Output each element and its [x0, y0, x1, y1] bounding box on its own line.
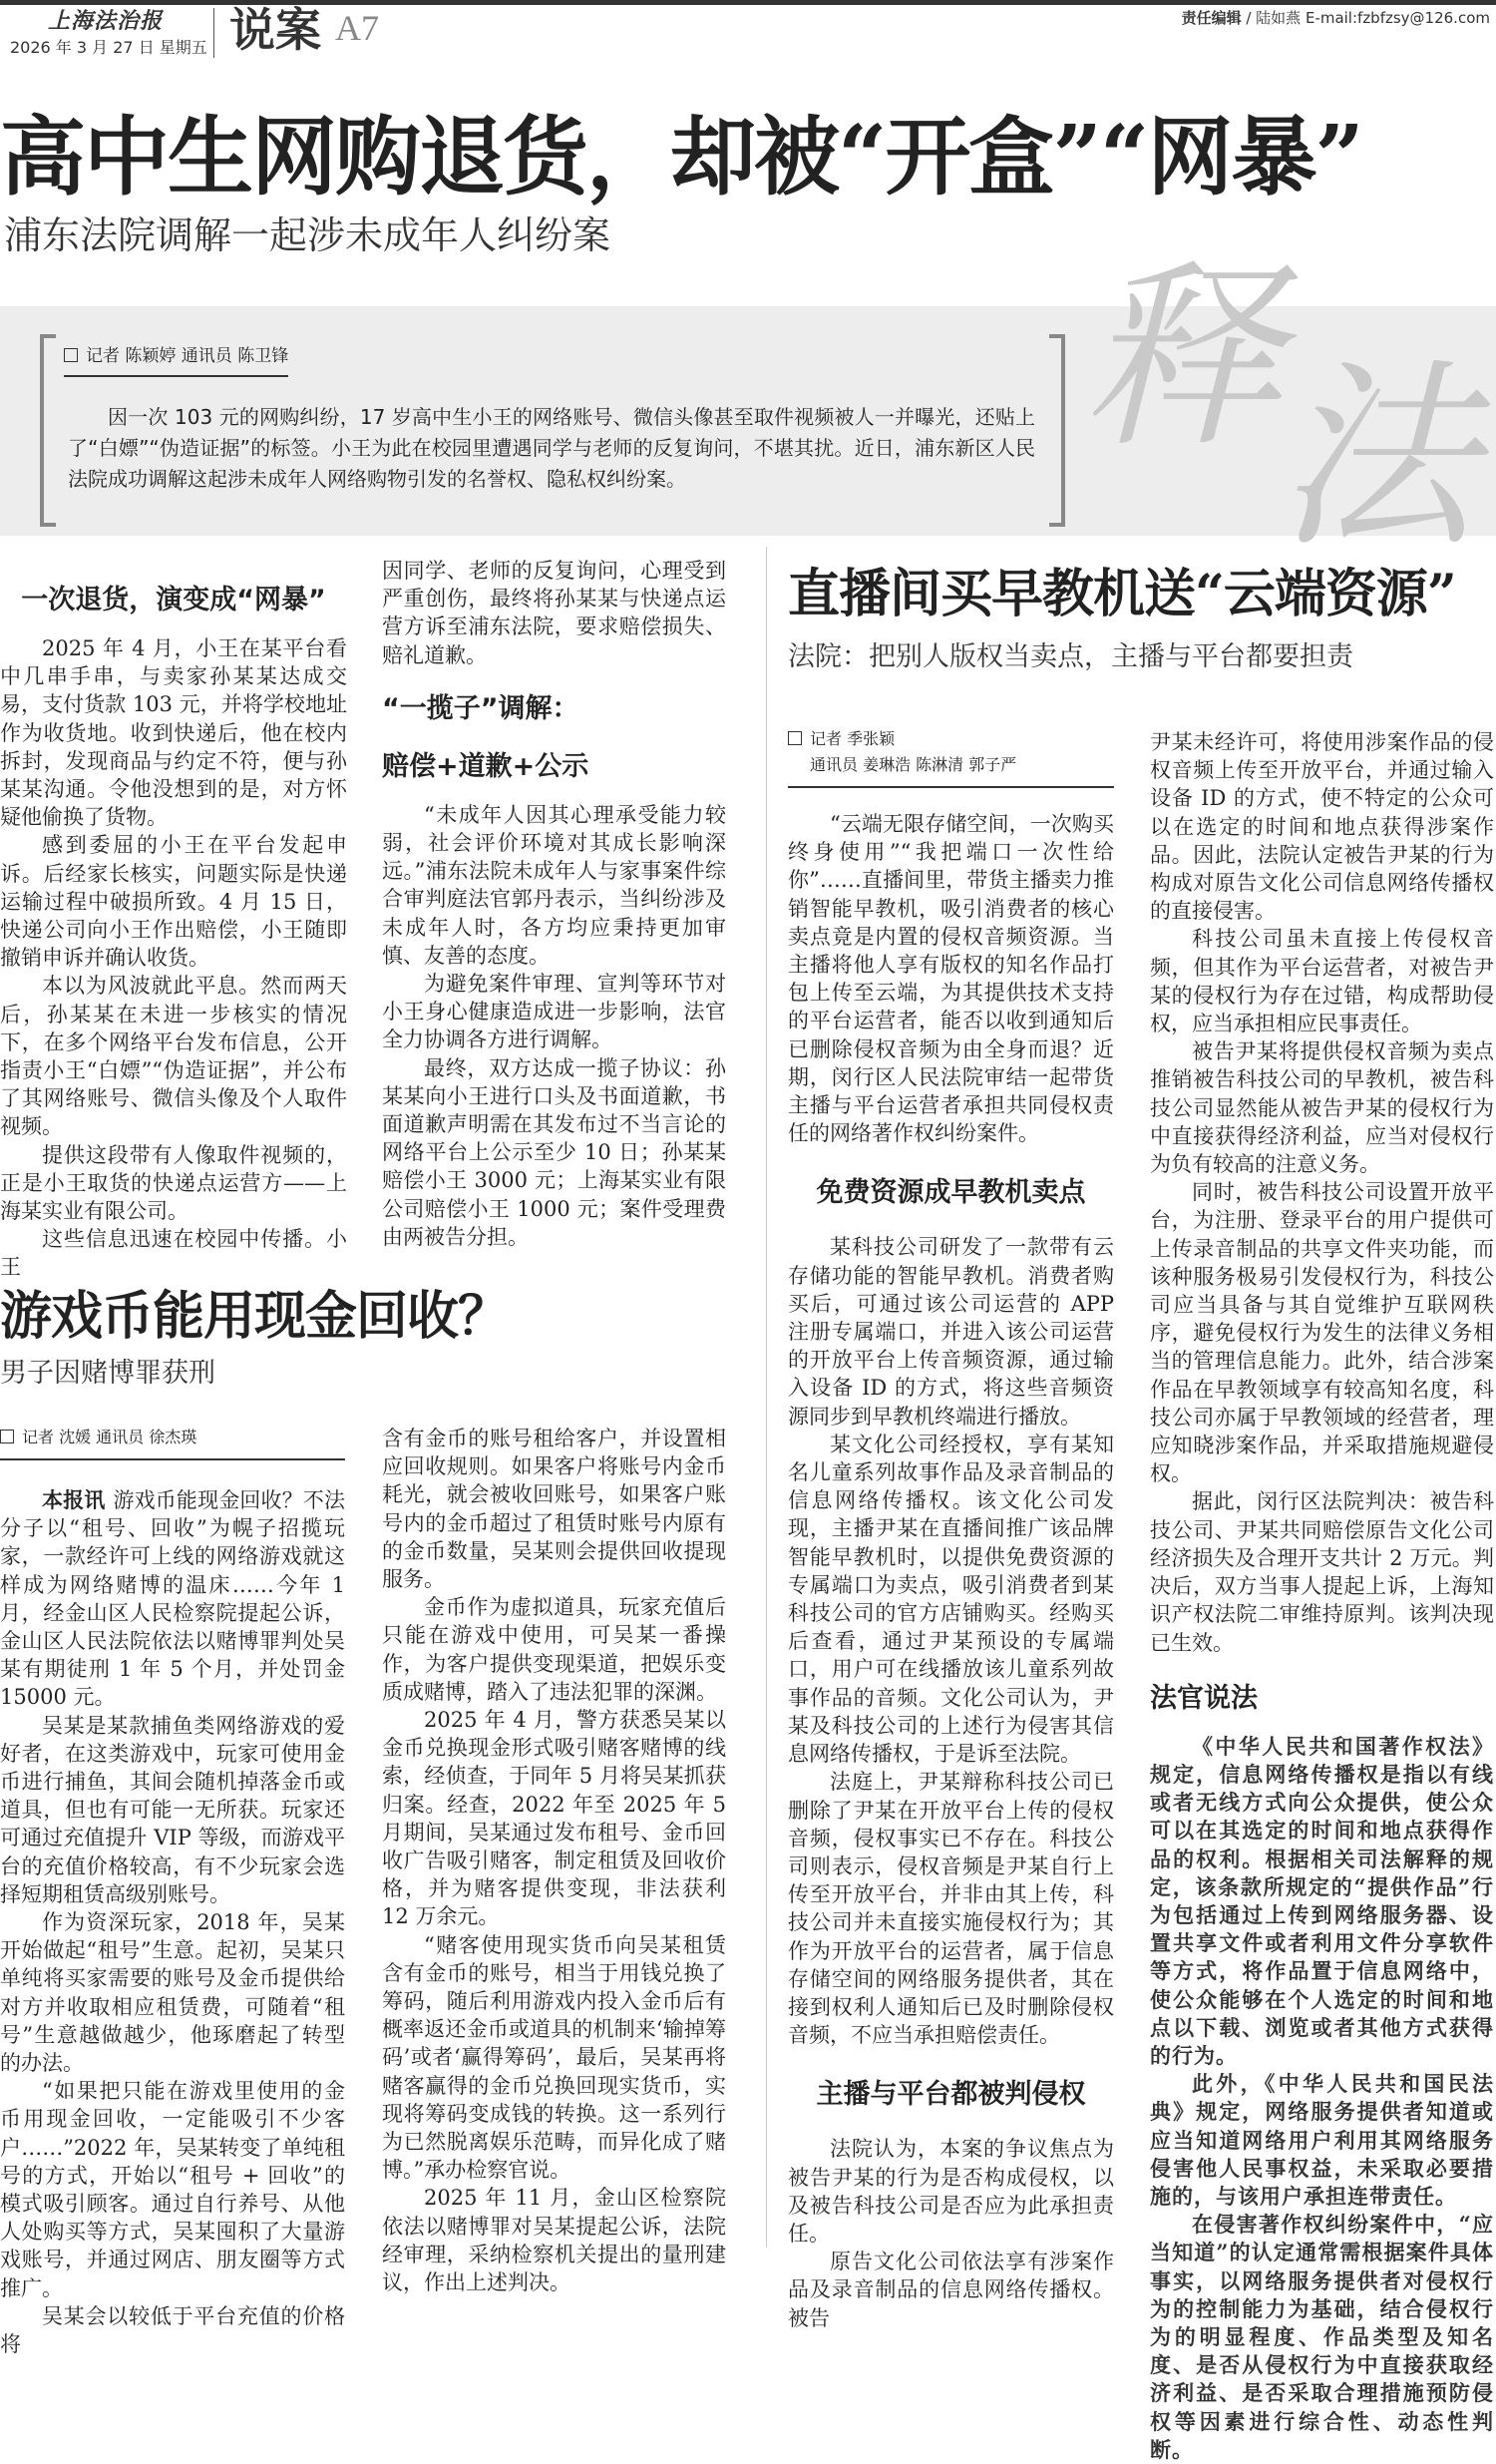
paragraph: 《中华人民共和国著作权法》规定，信息网络传播权是指以有线或者无线方式向公众提供，使公众可以在其选定的时间和地点获得作品的权利。根据相关司法解释的规定，该条款所规定的“提供作品”行为包括通过上传到网络服务器、设置共享文件或者利用文件分享软件等方式，将作品置于信息网络中，使公众能够在个人选定的时间和地点以下载、浏览或者其他方式获得的行为。 [1150, 1733, 1494, 2068]
editor-label: 责任编辑 [1181, 9, 1242, 27]
section-heading: 免费资源成早教机卖点 [816, 1177, 1086, 1209]
watermark-char: 法 [1277, 342, 1477, 575]
paragraph: 科技公司虽未直接上传侵权音频，但其作为平台运营者，对被告尹某的侵权行为存在过错，构成帮助侵权，应当承担相应民事责任。 [1150, 927, 1494, 1036]
paragraph: 法庭上，尹某辩称科技公司已删除了尹某在开放平台上传的侵权音频，侵权事实已不存在。科技公司则表示，侵权音频是尹某自行上传至开放平台，并非由其上传，科技公司并未直接实施侵权行为；其作为开放平台的运营者，属于信息存储空间的网络服务提供者，其在接到权利人通知后已及时删除侵权音频，不应当承担赔偿责任。 [788, 1770, 1114, 2048]
bottom-subheadline: 男子因赌博罪获刑 [0, 1358, 215, 1389]
section-heading: 一次退货，演变成“网暴” [21, 585, 326, 616]
editor-credit [1182, 8, 1490, 28]
paragraph: 为避免案件审理、宣判等环节对小王身心健康造成进一步影响，法官全力协调各方进行调解。 [382, 972, 726, 1052]
paragraph: 吴某是某款捕鱼类网络游戏的爱好者，在这类游戏中，玩家可使用金币进行捕鱼，其间会随机掉落金币或道具，但也有可能一无所获。玩家还可通过充值提升 VIP 等级，而游戏平台的充值价格较高，有不少玩家会选择短期租赁高级别账号。 [0, 1713, 345, 1906]
paragraph: 含有金币的账号租给客户，并设置相应回收规则。如果客户将账号内金币耗光，就会被收回账号，如果客户账号内的金币超过了租赁时账号内原有的金币数量，吴某则会提供回收提现服务。 [382, 1427, 726, 1592]
byline-correspondents: 通讯员 姜琳浩 陈淋清 郭子严 [810, 755, 1017, 774]
bottom-byline [0, 1425, 345, 1460]
header-divider [213, 8, 214, 58]
left-bracket [40, 334, 56, 527]
bottom-column-2 [382, 1425, 726, 2296]
section-name: 说案 [229, 3, 321, 57]
lead-headline: 高中生网购退货，却被“开盒”“网暴” [0, 107, 1362, 207]
byline-text: 记者 陈颖婷 通讯员 陈卫锋 [86, 346, 289, 366]
paragraph: “如果把只能在游戏里使用的金币用现金回收，一定能吸引不少客户……”2022 年，吴某转变了单纯租号的方式，开始以“租号 + 回收”的模式吸引顾客。通过自行养号、从他人处购买等方式，吴某囤积了大量游戏账号，并通过网店、朋友圈等方式推广。 [0, 2079, 345, 2300]
paragraph: 在侵害著作权纠纷案件中，“应当知道”的认定通常需根据案件具体事实，以网络服务提供者对侵权行为的控制能力为基础，结合侵权行为的明显程度、作品类型及知名度、是否从侵权行为中直接获取经济利益、是否采取合理措施预防侵权等因素进行综合性、动态性判断。 [1150, 2212, 1494, 2462]
page-number: A7 [335, 8, 379, 48]
right-subheadline: 法院：把别人版权当卖点，主播与平台都要担责 [788, 641, 1353, 672]
paragraph: 被告尹某将提供侵权音频为卖点推销被告科技公司的早教机，被告科技公司显然能从被告尹某的侵权行为中直接获得经济利益，应当对侵权行为负有较高的注意义务。 [1150, 1039, 1494, 1177]
watermark-char: 释 [1082, 242, 1283, 475]
byline-block [788, 726, 1114, 788]
lead-subheadline: 浦东法院调解一起涉未成年人纠纷案 [4, 213, 611, 257]
paragraph-text: 游戏币能现金回收？不法分子以“租号、回收”为幌子招揽玩家，一款经许可上线的网络游戏就这样成为网络赌博的温床……今年 1 月，经金山区人民检察院提起公诉，金山区人民法院依法以赌博罪判处吴某有期徒刑 1 年 5 个月，并处罚金 15000 元。 [0, 1488, 346, 1710]
right-column-2 [1150, 728, 1494, 2464]
right-column-1 [788, 810, 1114, 2332]
paragraph: 某文化公司经授权，享有某知名儿童系列故事作品及录音制品的信息网络传播权。该文化公司发现，主播尹某在直播间推广该品牌智能早教机时，以提供免费资源的专属端口为卖点，吸引消费者到某科技公司的官方店铺购买。经购买后查看，通过尹某预设的专属端口，用户可在线播放该儿童系列故事作品的音频。文化公司认为，尹某及科技公司的上述行为侵害其信息网络传播权，于是诉至法院。 [788, 1432, 1114, 1767]
paragraph: 这些信息迅速在校园中传播。小王 [0, 1227, 347, 1280]
lead-column-1 [0, 583, 347, 1282]
bottom-column-1 [0, 1486, 345, 2358]
top-rule [0, 0, 1496, 5]
issue-date: 2026 年 3 月 27 日 星期五 [10, 38, 207, 57]
paragraph: 金币作为虚拟道具，玩家充值后只能在游戏中使用，可吴某一番操作，为客户提供变现渠道，把娱乐变质成赌博，踏入了违法犯罪的深渊。 [382, 1595, 726, 1704]
byline-text: 记者 沈媛 通讯员 徐杰瑛 [22, 1428, 197, 1446]
byline-box-icon [64, 348, 78, 362]
dateline: 本报讯 [42, 1488, 106, 1512]
column-divider [766, 547, 767, 2248]
paragraph: 2025 年 4 月，警方获悉吴某以金币兑换现金形式吸引赌客赌博的线索，经侦查，于同年 5 月将吴某抓获归案。经查，2022 年至 2025 年 5 月期间，吴某通过发布租号、金币回收广告吸引赌客，制定租赁及回收价格，并为赌客提供变现，非法获利 12 万余元。 [382, 1708, 726, 1929]
byline-box-icon [788, 731, 802, 745]
byline-box-icon [0, 1430, 14, 1443]
paragraph: 原告文化公司依法享有涉案作品及录音制品的信息网络传播权。被告 [788, 2250, 1114, 2330]
byline-reporter: 记者 季张颖 [810, 729, 896, 748]
section-heading: “一揽子”调解： [382, 692, 579, 724]
paragraph: 感到委屈的小王在平台发起申诉。后经家长核实，问题实际是快递运输过程中破损所致。4 月 15 日，快递公司向小王作出赔偿，小王随即撤销申诉并确认收货。 [0, 833, 347, 971]
paragraph: 因同学、老师的反复询问，心理受到严重创伤，最终将孙某某与快递点运营方诉至浦东法院，要求赔偿损失、赔礼道歉。 [382, 559, 726, 667]
watermark-calligraphy [1072, 242, 1496, 575]
right-bracket [1049, 334, 1065, 527]
paragraph: 最终，双方达成一揽子协议：孙某某向小王进行口头及书面道歉，书面道歉声明需在其发布过不当言论的网络平台上公示至少 10 日；孙某某赔偿小王 3000 元；上海某实业有限公司赔偿小王 1000 元；案件受理费由两被告分担。 [382, 1055, 726, 1249]
paragraph: 本以为风波就此平息。然而两天后，孙某某在未进一步核实的情况下，在多个网络平台发布信息，公开指责小王“白嫖”“伪造证据”，并公布了其网络账号、微信头像及个人取件视频。 [0, 974, 347, 1139]
paragraph: 2025 年 11 月，金山区检察院依法以赌博罪对吴某提起公诉，法院经审理，采纳检察机关提出的量刑建议，作出上述判决。 [382, 2186, 726, 2295]
paragraph: 此外，《中华人民共和国民法典》规定，网络服务提供者知道或应当知道网络用户利用其网络服务侵害他人民事权益，未采取必要措施的，与该用户承担连带责任。 [1150, 2071, 1494, 2209]
paragraph: 2025 年 4 月，小王在某平台看中几串手串，与卖家孙某某达成交易，支付货款 103 元，并将学校地址作为收货地。收到快递后，他在校内拆封，发现商品与约定不符，便与孙某某沟通。令他没想到的是，对方怀疑他偷换了货物。 [0, 636, 347, 830]
paragraph: 某科技公司研发了一款带有云存储功能的智能早教机。消费者购买后，可通过该公司运营的 APP 注册专属端口，并进入该公司运营的开放平台上传音频资源，通过输入设备 ID 的方式，将这些音频资源同步到早教机终端进行播放。 [788, 1235, 1114, 1429]
lead-byline [64, 345, 288, 377]
paragraph [0, 1486, 345, 1712]
paragraph: 法院认为，本案的争议焦点为被告尹某的行为是否构成侵权，以及被告科技公司是否应为此承担责任。 [788, 2137, 1114, 2246]
paragraph: 提供这段带有人像取件视频的，正是小王取货的快递点运营方——上海某实业有限公司。 [0, 1142, 347, 1224]
editor-contact: / 陆如燕 E-mail:fzbfzsy@126.com [1246, 9, 1490, 27]
section-heading: 主播与平台都被判侵权 [816, 2079, 1086, 2111]
section-heading: 法官说法 [1150, 1682, 1258, 1714]
paragraph: “赌客使用现实货币向吴某租赁含有金币的账号，相当于用钱兑换了筹码，随后利用游戏内投入金币后有概率返还金币或道具的机制来‘输掉筹码’或者‘赢得筹码’，最后，吴某再将赌客赢得的金币兑换回现实货币，实现将筹码变成钱的转换。这一系列行为已然脱离娱乐范畴，而异化成了赌博。”承办检察官说。 [382, 1932, 726, 2183]
lead-column-2 [382, 557, 726, 1251]
bottom-headline: 游戏币能用现金回收？ [0, 1286, 510, 1347]
right-byline [788, 726, 1114, 788]
newspaper-logo: 上海法治报 [48, 8, 164, 34]
lead-intro: 因一次 103 元的网购纠纷，17 岁高中生小王的网络账号、微信头像甚至取件视频被人一并曝光，还贴上了“白嫖”“伪造证据”的标签。小王为此在校园里遭遇同学与老师的反复询问，不堪其扰。近日，浦东新区人民法院成功调解这起涉未成年人网络购物引发的名誉权、隐私权纠纷案。 [68, 405, 1035, 491]
paragraph: 据此，闵行区法院判决：被告科技公司、尹某共同赔偿原告文化公司经济损失及合理开支共计 2 万元。判决后，双方当事人提起上诉，上海知识产权法院二审维持原判。该判决现已生效。 [1150, 1489, 1494, 1655]
paragraph: 同时，被告科技公司设置开放平台，为注册、登录平台的用户提供可上传录音制品的共享文件夹功能，而该种服务极易引发侵权行为，科技公司应当具备与其自觉维护互联网秩序，避免侵权行为发生的法律义务相当的管理信息能力。此外，结合涉案作品在早教领域享有较高知名度，科技公司亦属于早教领域的经营者，理应知晓涉案作品，并采取措施规避侵权。 [1150, 1180, 1494, 1486]
paragraph: 吴某会以较低于平台充值的价格将 [0, 2303, 345, 2357]
paragraph: 尹某未经许可，将使用涉案作品的侵权音频上传至开放平台，并通过输入设备 ID 的方式，使不特定的公众可以在选定的时间和地点获得涉案作品。因此，法院认定被告尹某的行为构成对原告文化公司信息网络传播权的直接侵害。 [1150, 730, 1494, 924]
right-headline: 直播间买早教机送“云端资源” [788, 564, 1456, 624]
section-heading: 赔偿+道歉+公示 [382, 750, 589, 782]
paragraph: 作为资深玩家，2018 年，吴某开始做起“租号”生意。起初，吴某只单纯将买家需要的账号及金币提供给对方并收取相应租赁费，可随着“租号”生意越做越少，他琢磨起了转型的办法。 [0, 1910, 345, 2076]
paragraph: “未成年人因其心理承受能力较弱，社会评价环境对其成长影响深远。”浦东法院未成年人与家事案件综合审判庭法官郭丹表示，当纠纷涉及未成年人时，各方均应秉持更加审慎、友善的态度。 [382, 802, 726, 968]
paragraph: “云端无限存储空间，一次购买终身使用”“我把端口一次性给你”……直播间里，带货主播卖力推销智能早教机，吸引消费者的核心卖点竟是内置的侵权音频资源。当主播将他人享有版权的知名作品打包上传至云端，为其提供技术支持的平台运营者，能否以收到通知后已删除侵权音频为由全身而退？近期，闵行区人民法院审结一起带货主播与平台运营者承担共同侵权责任的网络著作权纠纷案件。 [788, 812, 1114, 1146]
